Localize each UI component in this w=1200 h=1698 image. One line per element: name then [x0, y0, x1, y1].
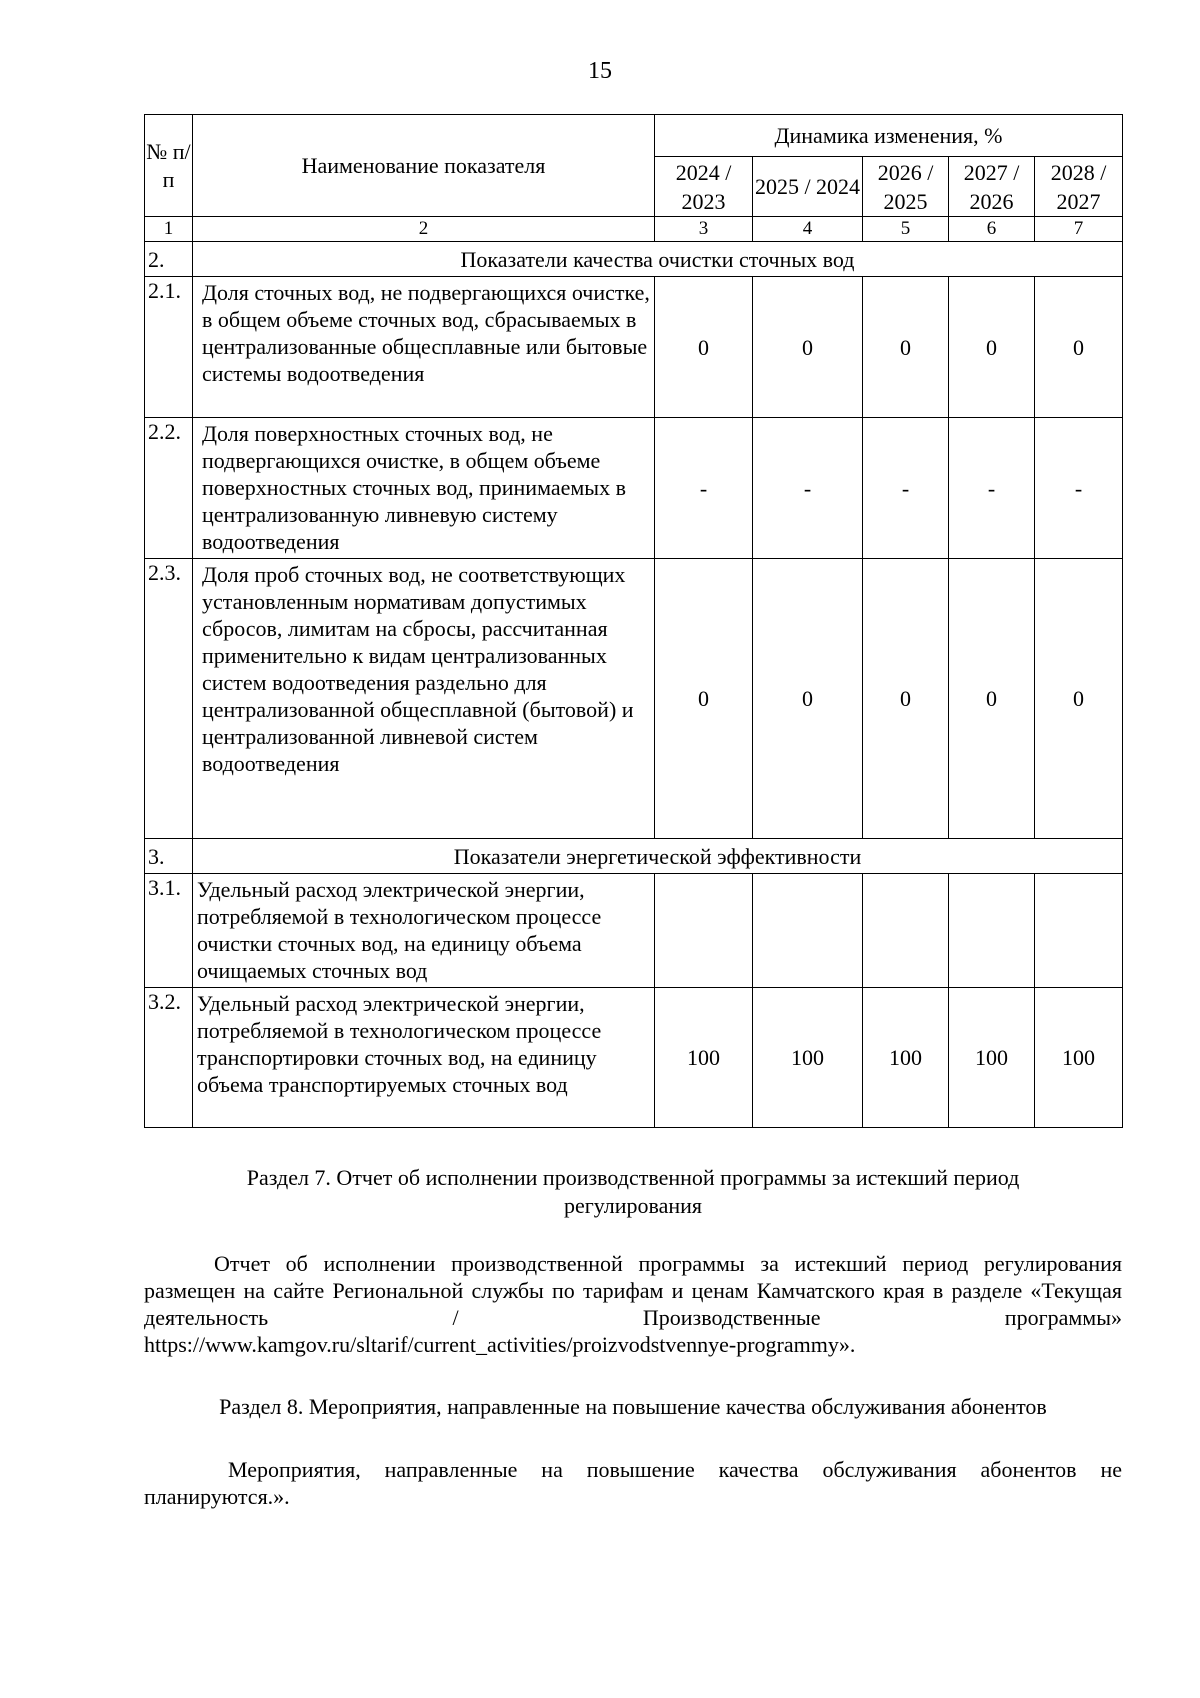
indicator-name: Доля сточных вод, не подвергающихся очистке, в общем объеме сточных вод, сбрасываемых в централизованные общесплавные или бытовые системы водоотведения — [193, 277, 655, 418]
column-number: 3 — [655, 217, 753, 242]
indicator-value: 0 — [753, 277, 863, 418]
indicator-value: - — [1035, 418, 1123, 559]
section7-heading: Раздел 7. Отчет об исполнении производственной программы за истекший период регулирования — [246, 1165, 1020, 1218]
header-period: 2026 / 2025 — [863, 157, 949, 217]
column-number: 4 — [753, 217, 863, 242]
row-code: 2.1. — [145, 277, 193, 418]
indicator-value: 0 — [863, 277, 949, 418]
column-number: 7 — [1035, 217, 1123, 242]
row-code: 2.3. — [145, 559, 193, 839]
row-code: 3.1. — [145, 874, 193, 988]
indicator-value: 100 — [655, 988, 753, 1128]
column-number: 2 — [193, 217, 655, 242]
indicator-value: 100 — [863, 988, 949, 1128]
indicator-name: Доля поверхностных сточных вод, не подвергающихся очистке, в общем объеме поверхностных сточных вод, принимаемых в централизованную ливневую систему водоотведения — [193, 418, 655, 559]
indicator-value: - — [863, 418, 949, 559]
indicator-name: Доля проб сточных вод, не соответствующих установленным нормативам допустимых сбросов, лимитам на сбросы, рассчитанная применительно к видам централизованных систем водоотведения раздельно для централизованной общесплавной (бытовой) и централизованной ливневой систем водоотведения — [193, 559, 655, 839]
indicator-value: 0 — [753, 559, 863, 839]
indicators-table — [144, 114, 1123, 1128]
section8-text: Мероприятия, направленные на повышение качества обслуживания абонентов не планируются.». — [144, 1457, 1122, 1509]
table-row — [145, 988, 1123, 1128]
indicator-name: Удельный расход электрической энергии, потребляемой в технологическом процессе очистки сточных вод, на единицу объема очищаемых сточных вод — [193, 874, 655, 988]
page-number: 15 — [588, 58, 612, 84]
header-period: 2024 / 2023 — [655, 157, 753, 217]
header-num: № п/п — [145, 115, 193, 217]
indicator-value: 0 — [1035, 277, 1123, 418]
header-dynamics: Динамика изменения, % — [655, 115, 1123, 157]
section-row — [145, 242, 1123, 277]
indicator-value: - — [949, 418, 1035, 559]
column-numbers-row — [145, 217, 1123, 242]
indicator-value: - — [655, 418, 753, 559]
indicator-value: 0 — [655, 277, 753, 418]
header-period: 2028 / 2027 — [1035, 157, 1123, 217]
column-number: 6 — [949, 217, 1035, 242]
row-code: 2.2. — [145, 418, 193, 559]
indicator-value — [753, 874, 863, 988]
indicator-value: - — [753, 418, 863, 559]
section-row — [145, 839, 1123, 874]
indicator-value: 0 — [949, 559, 1035, 839]
indicator-value — [949, 874, 1035, 988]
table-row — [145, 874, 1123, 988]
indicator-value: 0 — [1035, 559, 1123, 839]
table-row — [145, 277, 1123, 418]
indicator-name: Удельный расход электрической энергии, потребляемой в технологическом процессе транспортировки сточных вод, на единицу объема транспортируемых сточных вод — [193, 988, 655, 1128]
section7-text: Отчет об исполнении производственной программы за истекший период регулирования размещен на сайте Региональной службы по тарифам и ценам Камчатского края в разделе «Текущая деятельность / Производственные программы» https://www.kamgov.ru/sltarif/current_activities/proizvodstvennye-programmy». — [144, 1251, 1122, 1357]
indicator-value — [1035, 874, 1123, 988]
section-title: Показатели качества очистки сточных вод — [193, 242, 1123, 277]
section8-heading: Раздел 8. Мероприятия, направленные на повышение качества обслуживания абонентов — [219, 1394, 1047, 1419]
header-name: Наименование показателя — [193, 115, 655, 217]
indicator-value — [863, 874, 949, 988]
header-row — [145, 115, 1123, 157]
table-row — [145, 559, 1123, 839]
column-number: 1 — [145, 217, 193, 242]
indicator-value: 0 — [655, 559, 753, 839]
header-period: 2025 / 2024 — [753, 157, 863, 217]
row-code: 3. — [145, 839, 193, 874]
indicator-value: 0 — [863, 559, 949, 839]
indicator-value: 100 — [753, 988, 863, 1128]
header-period: 2027 / 2026 — [949, 157, 1035, 217]
column-number: 5 — [863, 217, 949, 242]
row-code: 2. — [145, 242, 193, 277]
section-title: Показатели энергетической эффективности — [193, 839, 1123, 874]
row-code: 3.2. — [145, 988, 193, 1128]
table-row — [145, 418, 1123, 559]
indicator-value: 100 — [1035, 988, 1123, 1128]
indicator-value — [655, 874, 753, 988]
indicator-value: 0 — [949, 277, 1035, 418]
indicator-value: 100 — [949, 988, 1035, 1128]
